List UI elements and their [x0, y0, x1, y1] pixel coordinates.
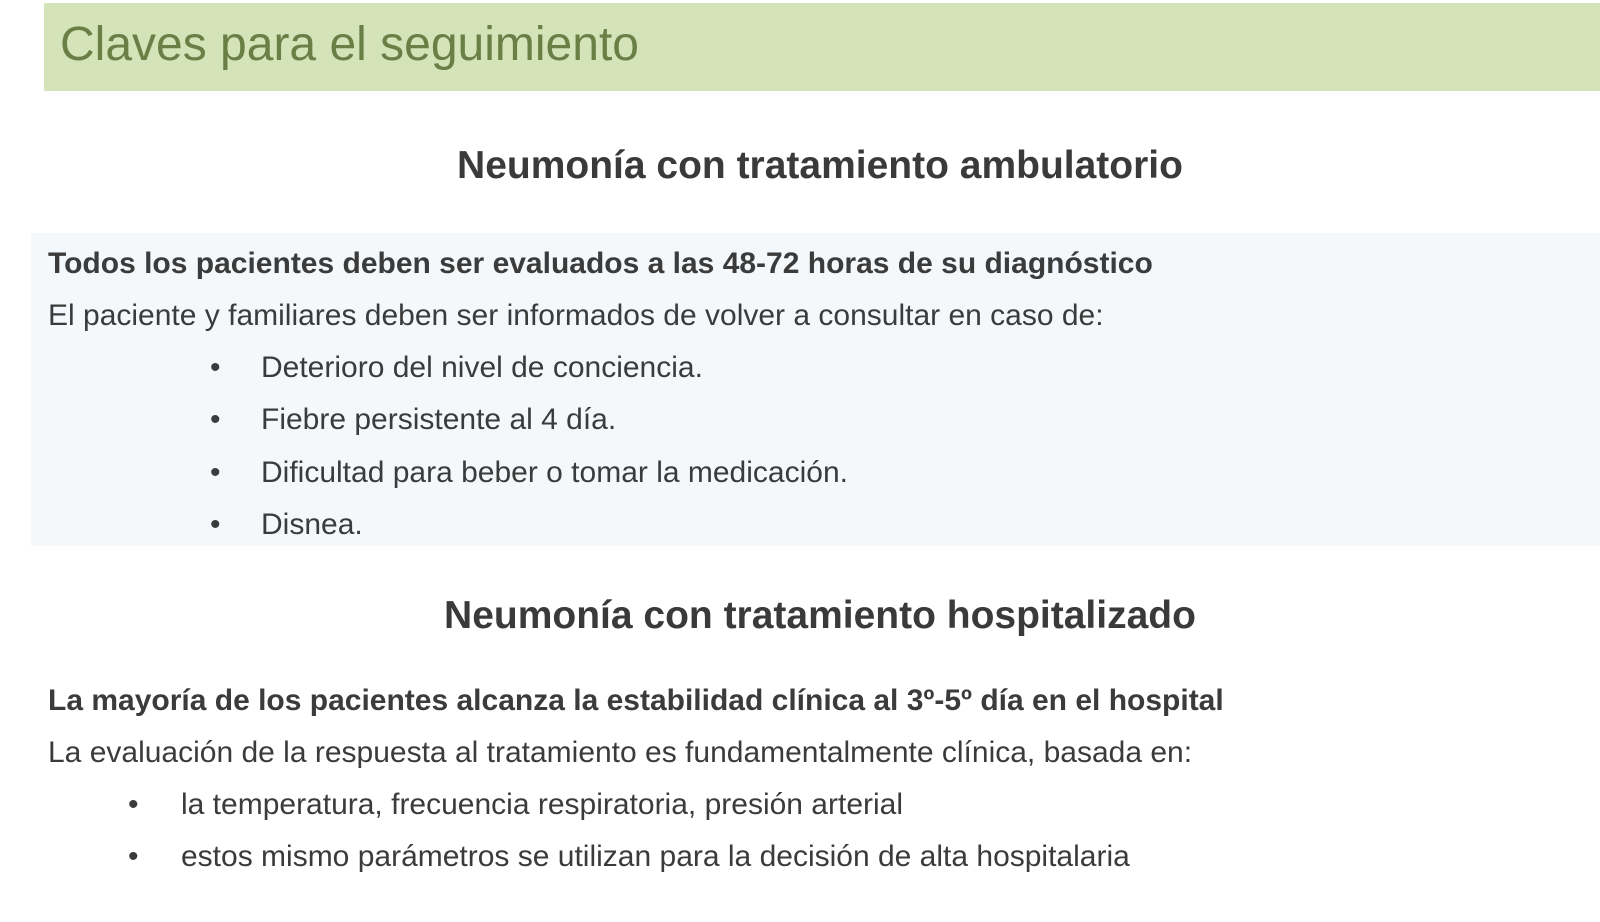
- list-item-text: la temperatura, frecuencia respiratoria, presión arterial: [181, 788, 904, 821]
- list-item-text: Fiebre persistente al 4 día.: [261, 403, 617, 436]
- hospitalized-intro: La evaluación de la respuesta al tratamiento es fundamentalmente clínica, basada en:: [48, 736, 1193, 769]
- slide-title: Claves para el seguimiento: [60, 18, 639, 71]
- bullet-icon: •: [210, 351, 221, 384]
- list-item-text: Deterioro del nivel de conciencia.: [261, 351, 703, 384]
- title-bar: [44, 3, 1600, 91]
- bullet-icon: •: [128, 840, 139, 873]
- bullet-icon: •: [210, 508, 221, 541]
- list-item-text: Dificultad para beber o tomar la medicación.: [261, 456, 848, 489]
- bullet-icon: •: [210, 456, 221, 489]
- ambulatory-intro: El paciente y familiares deben ser informados de volver a consultar en caso de:: [48, 299, 1104, 332]
- section-heading-ambulatory: Neumonía con tratamiento ambulatorio: [457, 144, 1183, 187]
- bullet-icon: •: [210, 403, 221, 436]
- hospitalized-bold-line: La mayoría de los pacientes alcanza la estabilidad clínica al 3º-5º día en el hospital: [48, 684, 1224, 717]
- list-item-text: Disnea.: [261, 508, 363, 541]
- bullet-icon: •: [128, 788, 139, 821]
- list-item-text: estos mismo parámetros se utilizan para la decisión de alta hospitalaria: [181, 840, 1130, 873]
- ambulatory-bold-line: Todos los pacientes deben ser evaluados a las 48-72 horas de su diagnóstico: [48, 247, 1153, 280]
- section-heading-hospitalized: Neumonía con tratamiento hospitalizado: [444, 594, 1196, 637]
